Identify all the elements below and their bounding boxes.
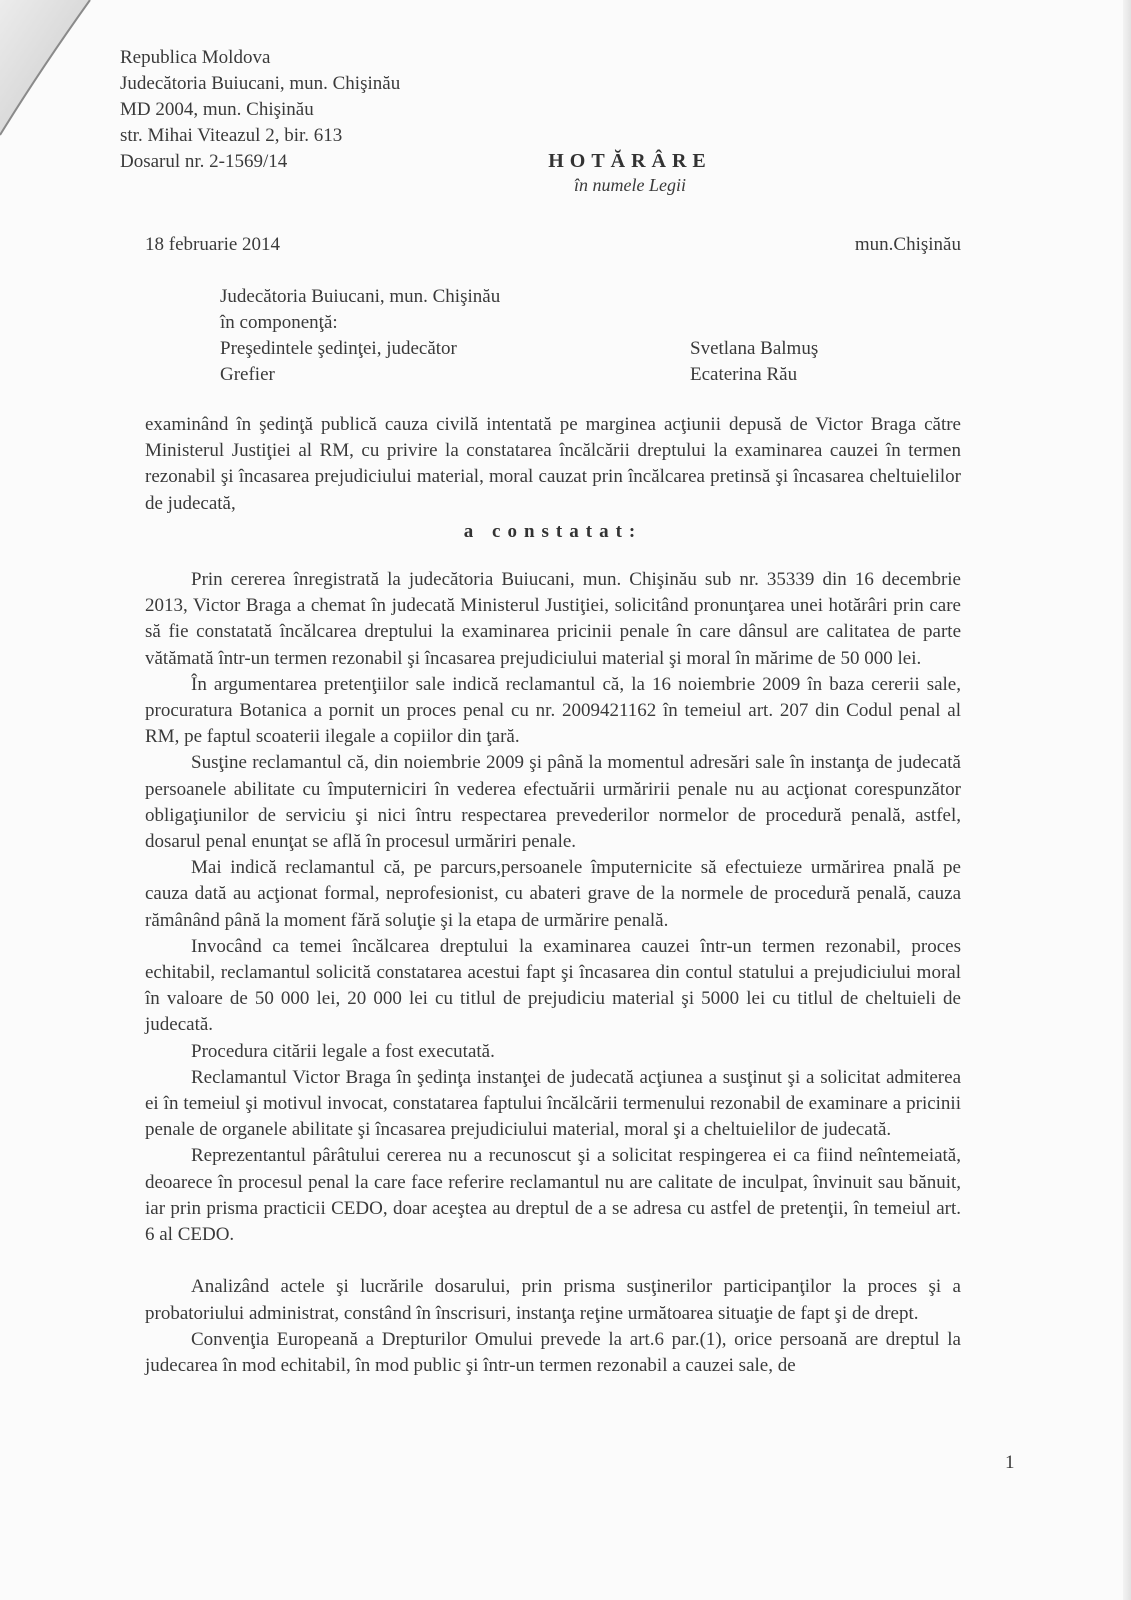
- composition-intro: în componenţă:: [220, 312, 338, 333]
- paragraph: Reclamantul Victor Braga în şedinţa instanţei de judecată acţiunea a susţinut şi a solicitat admiterea ei în temeiul şi motivul invocat, constatarea faptului încălcării termenului rezonabil de examinare a pricinii penale de organele abilitate şi încasarea prejudiciului material, moral şi a cheltuielilor de judecată.: [145, 1066, 961, 1141]
- paragraph: Procedura citării legale a fost executată.: [191, 1040, 495, 1062]
- paragraph: Invocând ca temei încălcarea dreptului la examinarea cauzei într-un termen rezonabil, proces echitabil, reclamantul solicită constatarea acestui fapt şi încasarea din contul statului a prejudiciului moral în valoare de 50 000 lei, 20 000 lei cu titlul de prejudiciu material şi 5000 lei cu titlul de cheltuieli de judecată.: [145, 935, 961, 1036]
- court-header: [120, 45, 400, 175]
- paragraph: Convenţia Europeană a Drepturilor Omului prevede la art.6 par.(1), orice persoană are dreptul la judecarea în mod echitabil, în mod public şi într-un termen rezonabil a cauzei sale, de: [145, 1328, 961, 1376]
- composition-court: Judecătoria Buiucani, mun. Chişinău: [220, 286, 501, 307]
- paragraph: Prin cererea înregistrată la judecătoria Buiucani, mun. Chişinău sub nr. 35339 din 16 decembrie 2013, Victor Braga a chemat în judecată Ministerul Justiţiei, solicitând pronunţarea unei hotărâri prin care să fie constatată încălcarea dreptului la examinarea pricinii penale în care dânsul are calitatea de parte vătămată într-un termen rezonabil şi încasarea prejudiciului material şi moral în mărime de 50 000 lei.: [145, 569, 961, 669]
- date-place-row: [145, 234, 961, 256]
- header-court: Judecătoria Buiucani, mun. Chişinău: [120, 73, 401, 94]
- document-title: HOTĂRÂRE: [548, 150, 712, 172]
- header-street: str. Mihai Viteazul 2, bir. 613: [120, 125, 343, 146]
- court-composition: [220, 284, 860, 388]
- composition-name: Svetlana Balmuş: [690, 338, 819, 359]
- paragraph: Reprezentantul pârâtului cererea nu a recunoscut şi a solicitat respingerea ei ca fiind neîntemeiată, deoarece în procesul penal la care face referire reclamantul nu are calitate de inculpat, învinuit sau bănuit, iar prin prisma practicii CEDO, doar aceştea au dreptul de a se adresa cu astfel de pretenţii, în temeiul art. 6 al CEDO.: [145, 1145, 961, 1246]
- composition-row-judge: [220, 336, 860, 362]
- document-title-block: [540, 150, 720, 196]
- page-number: 1: [1005, 1452, 1015, 1473]
- composition-row-clerk: [220, 362, 860, 388]
- page-edge: [1123, 0, 1131, 1600]
- composition-role: Grefier: [220, 364, 275, 385]
- paragraph: Susţine reclamantul că, din noiembrie 2009 şi până la momentul adresări sale în instanţa de judecată persoanele abilitate cu împuterniciri în vederea efectuării urmăririi penale nu au acţionat corespunzător obligaţiunilor de serviciu şi nici întru respectarea prevederilor normelor de procedură penală, astfel, dosarul penal enunţat se află în procesul urmăriri penale.: [145, 752, 961, 853]
- document-place: mun.Chişinău: [854, 234, 961, 255]
- folded-corner-shadow: [0, 0, 100, 150]
- paragraph-gap: [145, 1248, 961, 1274]
- composition-role: Preşedintele şedinţei, judecător: [220, 338, 457, 359]
- paragraph: În argumentarea pretenţiilor sale indică reclamantul că, la 16 noiembrie 2009 în baza cererii sale, procuratura Botanica a pornit un proces penal cu nr. 2009421162 în temeiul art. 207 din Codul penal al RM, pe faptul scoaterii ilegale a copiilor din ţară.: [145, 673, 961, 748]
- intro-paragraph: examinând în şedinţă publică cauza civilă intentată pe marginea acţiunii depusă de Victor Braga către Ministerul Justiţiei al RM, cu privire la constatarea încălcării dreptului la examinarea cauzei în termen rezonabil şi încasarea prejudiciului material, moral cauzat prin încălcarea pretinsă şi încasarea cheltuielilor de judecată,: [145, 414, 961, 514]
- section-heading-constatat: a constatat:: [463, 520, 643, 542]
- document-subtitle: în numele Legii: [574, 175, 686, 195]
- paragraph: Mai indică reclamantul că, pe parcurs,persoanele împuternicite să efectuieze urmărirea pnală pe cauza dată au acţionat formal, neprofesionist, cu abateri grave de la normele de procedură penală, cauza rămânând până la moment fără soluţie şi la etapa de urmărire penală.: [145, 857, 961, 931]
- composition-name: Ecaterina Rău: [690, 364, 798, 385]
- header-postal: MD 2004, mun. Chişinău: [120, 99, 314, 120]
- header-case-number: Dosarul nr. 2-1569/14: [120, 151, 288, 172]
- header-country: Republica Moldova: [120, 47, 271, 68]
- document-body: [145, 412, 961, 1379]
- paragraph: Analizând actele şi lucrările dosarului, prin prisma susţinerilor participanţilor la proces şi a probatoriului administrat, constând în înscrisuri, instanţa reţine următoarea situaţie de fapt şi de drept.: [145, 1276, 961, 1324]
- document-date: 18 februarie 2014: [145, 234, 281, 255]
